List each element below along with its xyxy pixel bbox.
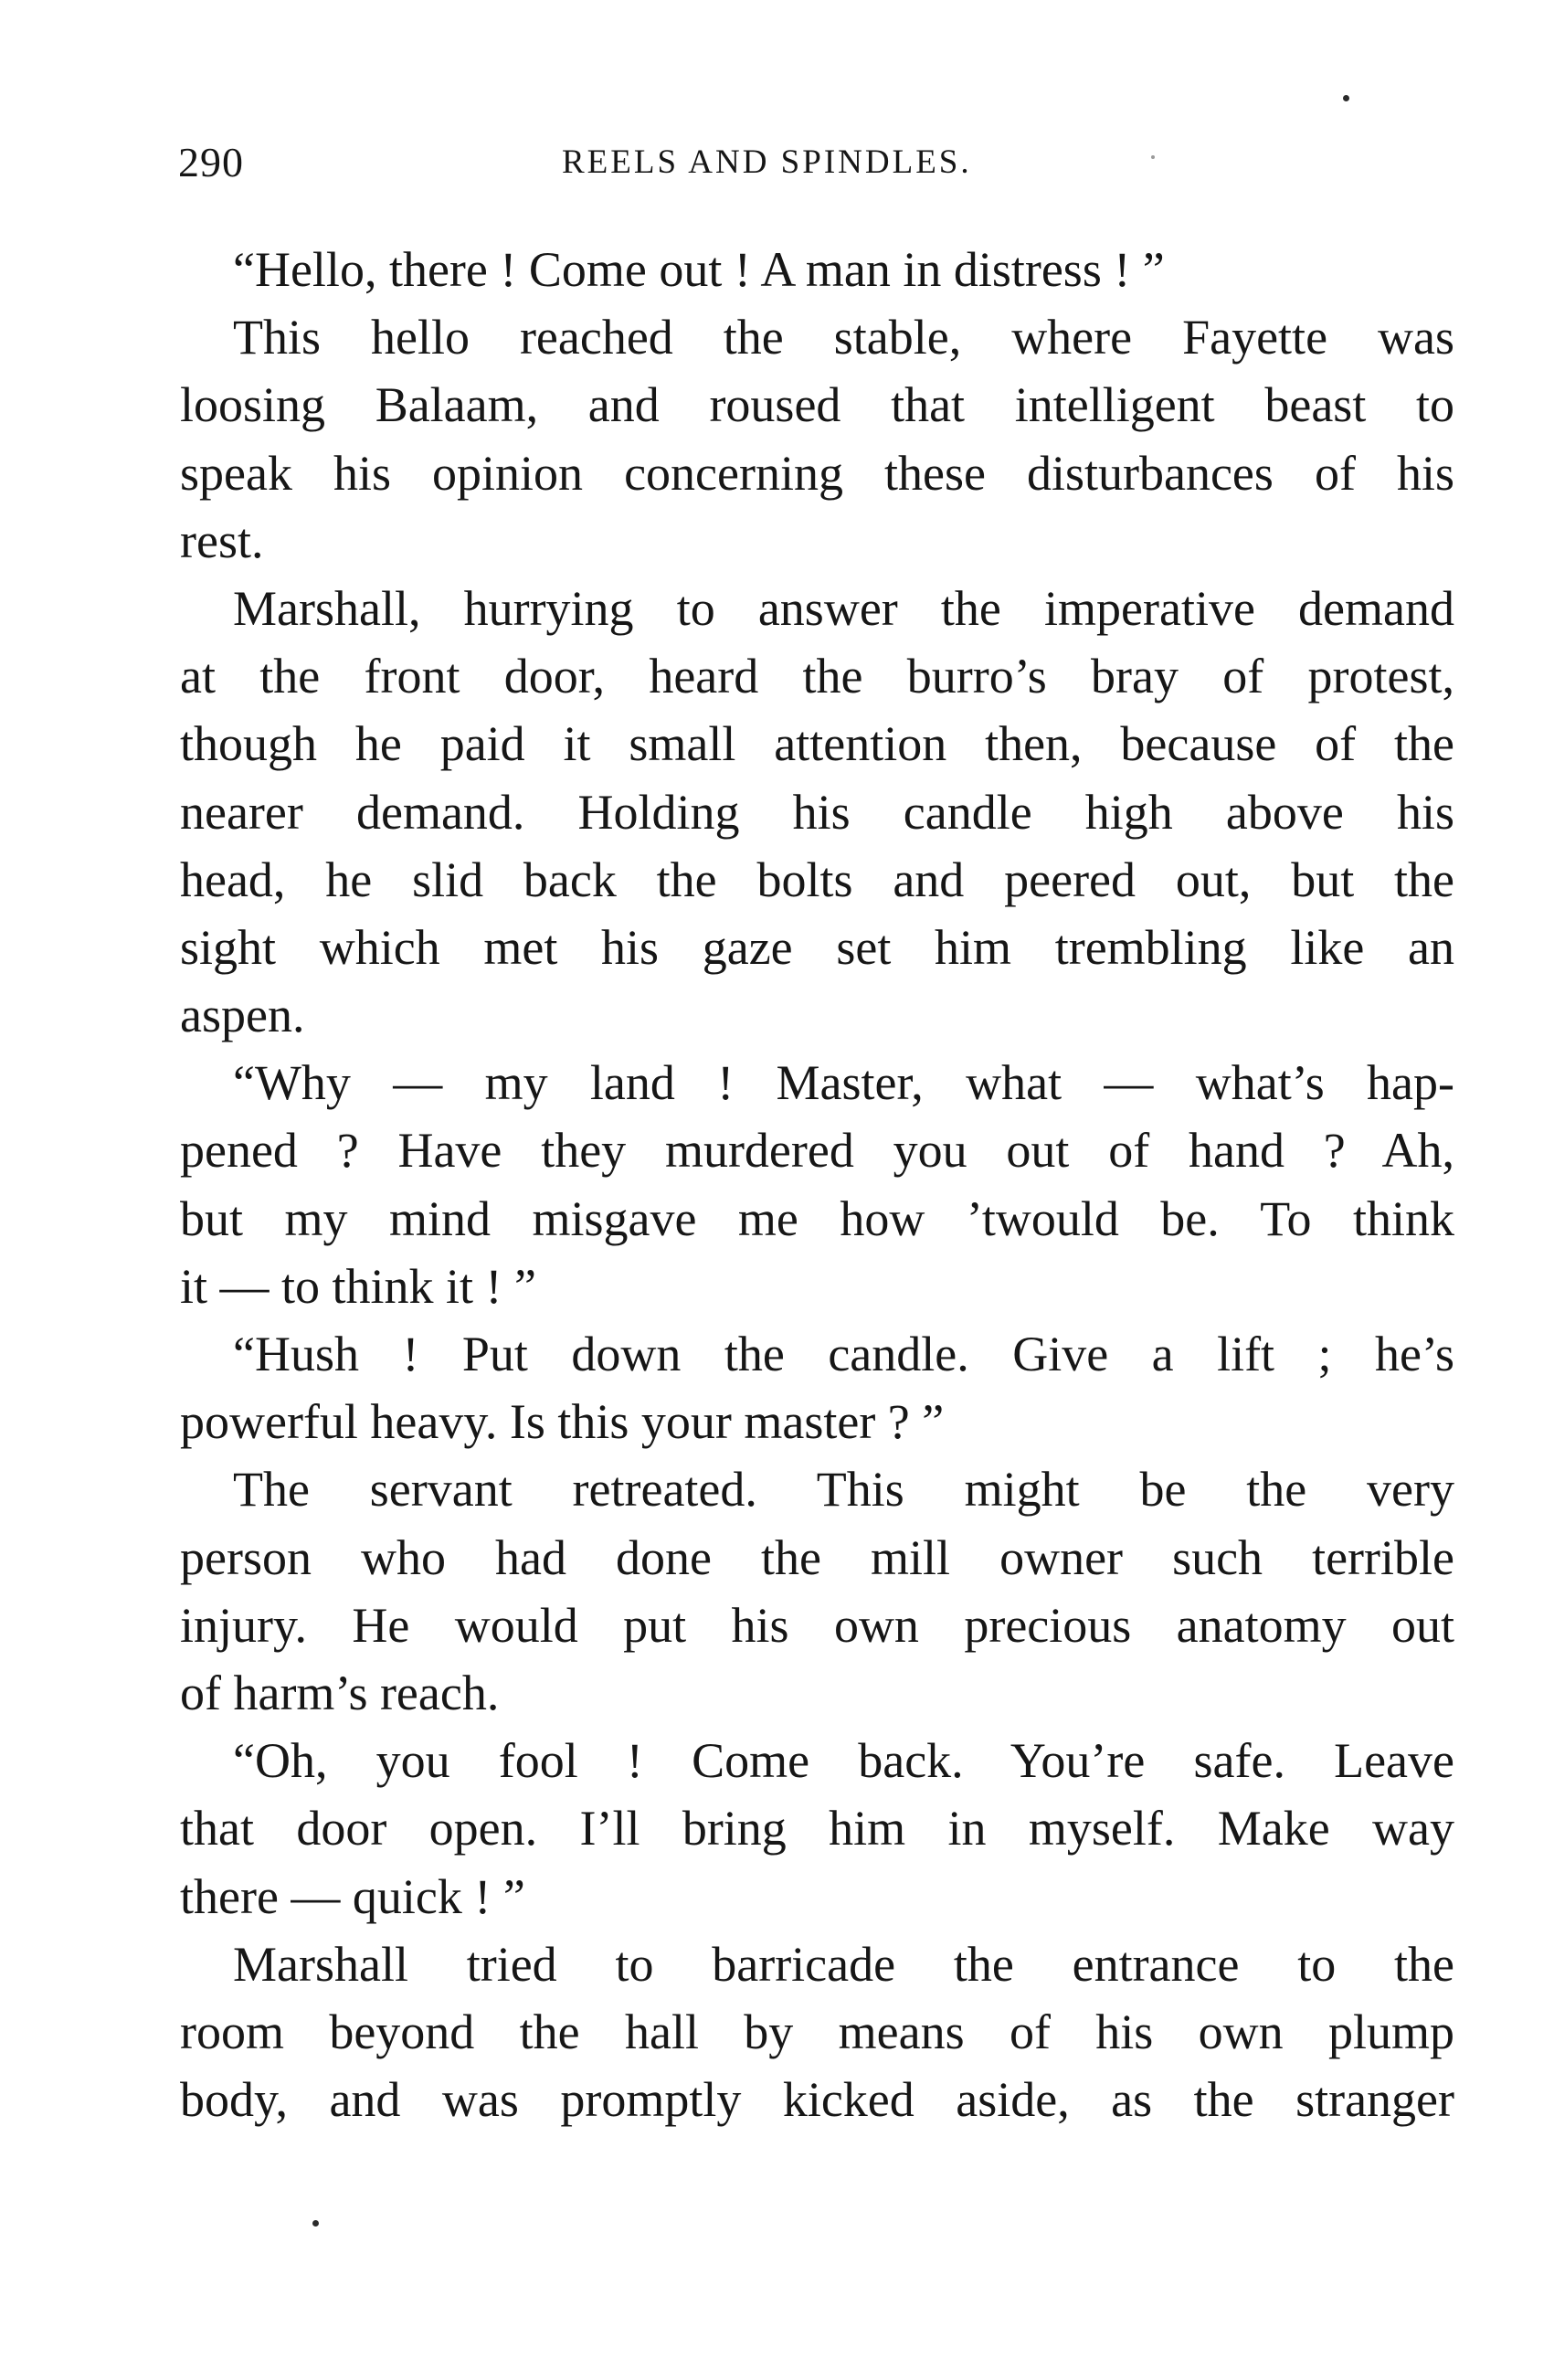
text-line: nearer demand. Holding his candle high above his	[180, 784, 1454, 840]
text-line: there — quick ! ”	[180, 1868, 525, 1924]
text-line: powerful heavy. Is this your master ? ”	[180, 1394, 945, 1450]
text-line: pened ? Have they murdered you out of hand ? Ah,	[180, 1123, 1454, 1179]
text-line: The servant retreated. This might be the very	[233, 1462, 1454, 1518]
text-line: room beyond the hall by means of his own plump	[180, 2004, 1454, 2059]
text-line: at the front door, heard the burro’s bray of protest,	[180, 649, 1454, 704]
page-number: 290	[178, 139, 244, 185]
text-line: sight which met his gaze set him trembling like an	[180, 919, 1454, 975]
text-line: but my mind misgave me how ’twould be. To think	[180, 1190, 1454, 1246]
text-line: body, and was promptly kicked aside, as the stranger	[180, 2072, 1454, 2128]
text-line: that door open. I’ll bring him in myself. Make way	[180, 1801, 1454, 1856]
text-line: Marshall tried to barricade the entrance to the	[233, 1936, 1454, 1992]
ink-speck	[1343, 95, 1349, 101]
text-line: This hello reached the stable, where Fayette was	[233, 310, 1454, 365]
text-line: “Hello, there ! Come out ! A man in distress ! ”	[233, 242, 1165, 297]
text-line: rest.	[180, 513, 264, 568]
text-line: though he paid it small attention then, because of the	[180, 716, 1454, 772]
text-line: Marshall, hurrying to answer the imperative demand	[233, 580, 1454, 636]
text-line: it — to think it ! ”	[180, 1258, 536, 1314]
text-line: “Oh, you fool ! Come back. You’re safe. Leave	[233, 1733, 1454, 1789]
text-line: person who had done the mill owner such terrible	[180, 1529, 1454, 1585]
text-line: aspen.	[180, 988, 305, 1043]
body-text	[180, 236, 1454, 2133]
page-header	[178, 135, 1457, 190]
text-line: injury. He would put his own precious anatomy out	[180, 1597, 1454, 1653]
running-head: REELS AND SPINDLES.	[562, 143, 972, 181]
text-line: speak his opinion concerning these disturbances of his	[180, 445, 1454, 501]
text-line: head, he slid back the bolts and peered out, but the	[180, 852, 1454, 907]
text-line: loosing Balaam, and roused that intelligent beast to	[180, 377, 1454, 433]
ink-speck	[312, 2220, 319, 2227]
text-line: “Hush ! Put down the candle. Give a lift ; he’s	[233, 1327, 1454, 1381]
text-line: of harm’s reach.	[180, 1665, 500, 1720]
text-line: “Why — my land ! Master, what — what’s hap-	[233, 1055, 1454, 1111]
